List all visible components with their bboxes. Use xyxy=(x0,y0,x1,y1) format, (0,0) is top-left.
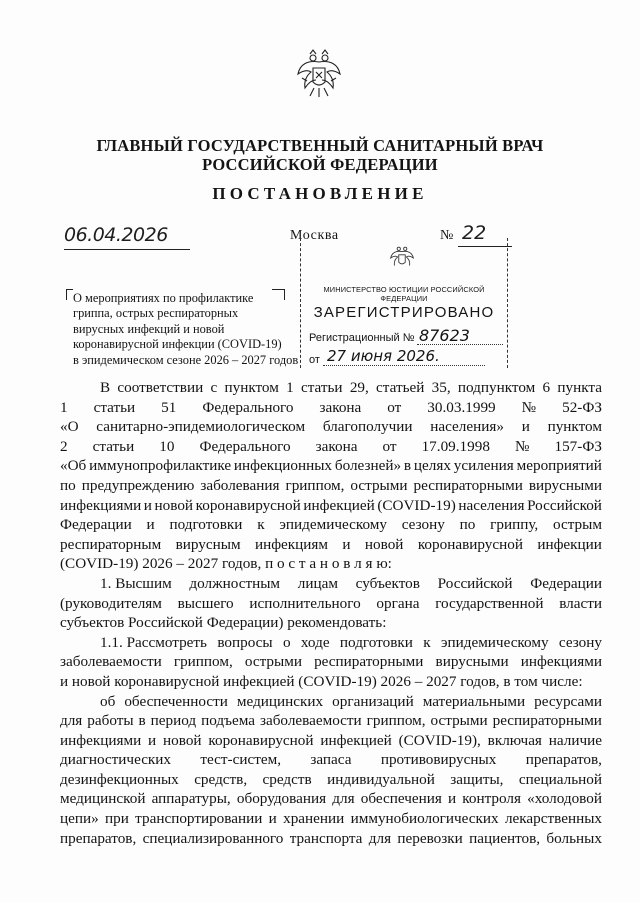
body-word: 1 xyxy=(60,398,68,416)
body-word: респираторными xyxy=(314,653,424,671)
body-word: Российской xyxy=(527,496,602,514)
body-word: инфекциями xyxy=(60,731,142,749)
document-body xyxy=(60,378,602,848)
body-word: цепи» xyxy=(60,810,99,828)
body-word: и xyxy=(268,810,277,828)
body-word: (руководителям xyxy=(60,594,162,612)
body-word: высшего xyxy=(177,594,234,612)
body-word: (COVID-19) 2026 – 2027 годов, п о с т а н о в л я ю: xyxy=(60,555,392,573)
body-word: 6 xyxy=(542,379,551,396)
body-word: острыми xyxy=(430,712,488,730)
body-word: Федерального xyxy=(199,437,291,455)
body-word: Федерального xyxy=(202,398,294,416)
body-word: иммунопрофилактике xyxy=(89,457,232,475)
body-word: защиты, xyxy=(450,770,504,788)
body-word: для xyxy=(60,712,83,730)
body-line xyxy=(60,711,602,731)
body-word: по xyxy=(459,516,476,534)
body-word: статьи xyxy=(93,398,136,416)
body-word: материальными xyxy=(422,692,526,710)
body-word: пунктом xyxy=(547,418,602,436)
body-word: и xyxy=(146,516,155,534)
body-word: закона xyxy=(315,437,358,455)
body-word: субъектов Российской Федерации) рекомендовать: xyxy=(60,614,387,632)
body-word: иммунобиологических xyxy=(350,810,499,828)
body-word: органа xyxy=(376,594,420,612)
body-word: и xyxy=(148,731,157,749)
body-word: новой xyxy=(163,731,202,749)
body-word: пунктом xyxy=(224,379,279,396)
body-word: новой xyxy=(364,535,404,553)
body-word: населения xyxy=(458,496,525,514)
body-word: инфекциям xyxy=(254,535,329,553)
body-word: заболеваемости xyxy=(60,653,162,671)
body-word: «холодовой xyxy=(527,790,602,808)
body-word: сезону xyxy=(558,633,602,651)
body-word: инфекционных xyxy=(233,457,333,475)
subject-line: в эпидемическом сезоне 2026 – 2027 годов xyxy=(73,352,299,367)
body-word: обеспечения xyxy=(360,790,442,808)
body-word: инфекциями xyxy=(520,653,602,671)
body-word: запаса xyxy=(310,751,352,769)
body-word: респираторными xyxy=(492,712,602,730)
body-word: респираторными xyxy=(413,476,523,494)
body-word: по xyxy=(60,476,76,494)
body-word: вопросы xyxy=(217,633,273,651)
body-line xyxy=(60,456,602,476)
body-word: 17.09.1998 xyxy=(421,437,490,455)
body-word: болезней» xyxy=(334,457,402,475)
body-word: оборудования xyxy=(236,790,327,808)
body-word: в xyxy=(403,457,412,475)
body-word: гриппом, xyxy=(173,653,233,671)
state-emblem-icon xyxy=(296,48,342,100)
body-line xyxy=(60,829,602,849)
body-line xyxy=(60,692,602,712)
body-word: специальной xyxy=(518,770,602,788)
stamp-date-underline xyxy=(323,365,485,366)
body-word: респираторным xyxy=(60,535,162,553)
body-word: исполнительного xyxy=(249,594,361,612)
body-word: В xyxy=(100,379,111,396)
stamp-from-label: от xyxy=(309,354,320,366)
body-word: новой xyxy=(154,496,194,514)
body-word: от xyxy=(387,398,402,416)
document-subject xyxy=(73,291,313,368)
body-word: наличие xyxy=(548,731,602,749)
body-word: и xyxy=(521,418,530,436)
body-word: Российской xyxy=(437,574,513,592)
body-word: о xyxy=(282,633,291,651)
body-line xyxy=(60,750,602,770)
body-line xyxy=(60,496,602,516)
body-line xyxy=(60,535,602,555)
body-word: ходе xyxy=(300,633,330,651)
body-word: вирусными xyxy=(435,653,509,671)
body-line xyxy=(60,398,602,418)
body-word: усиления xyxy=(453,457,514,475)
body-word: в xyxy=(138,712,146,730)
body-word: 1 xyxy=(286,379,294,396)
body-word: статьей xyxy=(376,379,425,396)
body-word: гриппом, xyxy=(366,712,426,730)
body-word: инфекцией xyxy=(303,496,375,514)
stamp-reg-number: 87623 xyxy=(419,326,470,345)
body-word: острым xyxy=(553,516,602,534)
body-word: Федерации xyxy=(60,516,132,534)
body-word: государственной xyxy=(435,594,544,612)
body-word: 51 xyxy=(161,398,177,416)
body-line xyxy=(60,770,602,790)
body-word: мероприятий xyxy=(516,457,602,475)
document-number: 22 xyxy=(462,222,487,244)
stamp-emblem-icon xyxy=(389,244,415,272)
body-word: об xyxy=(100,692,116,710)
body-word: специализированного xyxy=(142,829,284,847)
body-word: подпунктом xyxy=(457,379,536,396)
body-word: лицам xyxy=(297,574,338,592)
body-word: благополучии xyxy=(322,418,413,436)
body-word: субъектов xyxy=(355,574,420,592)
subject-line: вирусных инфекций и новой xyxy=(73,321,225,336)
stamp-reg-label: Регистрационный № xyxy=(309,332,415,344)
body-word: коронавирусной xyxy=(195,496,301,514)
body-word: средств xyxy=(262,770,312,788)
body-word: для xyxy=(332,790,355,808)
body-word: санитарно-эпидемиологическом xyxy=(96,418,306,436)
body-word: (COVID-19), xyxy=(398,731,481,749)
body-word: контроля xyxy=(462,790,521,808)
body-word: при xyxy=(105,810,129,828)
body-word: пункта xyxy=(557,379,602,396)
body-word: «О xyxy=(60,418,79,436)
body-word: 52-ФЗ xyxy=(562,398,602,416)
body-word: вирусными xyxy=(528,476,602,494)
body-word: ресурсами xyxy=(534,692,602,710)
body-word: власти xyxy=(559,594,602,612)
body-word: 2 xyxy=(60,437,68,455)
body-line xyxy=(60,437,602,457)
issuer-title: ГЛАВНЫЙ ГОСУДАРСТВЕННЫЙ САНИТАРНЫЙ ВРАЧ xyxy=(96,136,544,155)
subject-line: гриппа, острых респираторных xyxy=(73,306,239,321)
body-line xyxy=(60,633,602,653)
body-word: больных xyxy=(546,829,602,847)
body-word: статьи xyxy=(300,379,343,396)
number-sign: № xyxy=(440,228,454,243)
body-line xyxy=(60,613,602,633)
body-word: лекарственных xyxy=(504,810,602,828)
body-word: № xyxy=(514,437,530,455)
stamp-reg-underline xyxy=(417,344,503,345)
body-line xyxy=(60,378,602,398)
body-word: к xyxy=(423,633,431,651)
body-line xyxy=(60,574,602,594)
body-word: от xyxy=(382,437,397,455)
body-line xyxy=(60,594,602,614)
document-city: Москва xyxy=(290,228,339,243)
body-word: соответствии xyxy=(117,379,204,396)
body-word: перевозки xyxy=(397,829,463,847)
document-date: 06.04.2026 xyxy=(64,224,168,246)
body-line xyxy=(60,476,602,496)
issuer-subtitle: РОССИЙСКОЙ ФЕДЕРАЦИИ xyxy=(202,155,438,174)
body-word: заболевания xyxy=(200,476,280,494)
body-line xyxy=(60,809,602,829)
subject-line: О мероприятиях по профилактике xyxy=(73,291,254,305)
body-word: Федерации xyxy=(530,574,602,592)
body-word: коронавирусной xyxy=(417,535,523,553)
body-word: и xyxy=(342,535,351,553)
body-word: 10 xyxy=(159,437,175,455)
body-word: гриппом, xyxy=(285,476,345,494)
body-word: острыми xyxy=(244,653,302,671)
body-word: населения» xyxy=(430,418,504,436)
body-word: сезону xyxy=(401,516,445,534)
body-word: средств, xyxy=(194,770,248,788)
body-word: 35, xyxy=(431,379,451,396)
body-line xyxy=(60,672,602,692)
body-word: подъема xyxy=(201,712,255,730)
body-word: тест-систем, xyxy=(200,751,281,769)
body-word: дезинфекционных xyxy=(60,770,179,788)
body-word: закона xyxy=(319,398,362,416)
date-underline xyxy=(64,249,190,250)
body-word: и новой коронавирусной инфекцией (COVID-19) 2026 – 2027 годов, в том числе: xyxy=(60,672,583,690)
body-word: организаций xyxy=(332,692,414,710)
body-word: инфекции xyxy=(537,535,602,553)
body-line xyxy=(60,789,602,809)
body-word: обеспеченности xyxy=(124,692,228,710)
body-word: должностным xyxy=(189,574,281,592)
body-line xyxy=(60,515,602,535)
body-word: включая xyxy=(487,731,542,749)
body-word: препаратов, xyxy=(525,751,602,769)
body-word: предупреждению xyxy=(81,476,195,494)
document-type: ПОСТАНОВЛЕНИЕ xyxy=(212,184,428,203)
body-word: транспорта xyxy=(289,829,363,847)
body-word: хранении xyxy=(283,810,345,828)
body-word: диагностических xyxy=(60,751,172,769)
body-word: противовирусных xyxy=(380,751,497,769)
body-word: коронавирусной xyxy=(208,731,314,749)
stamp-title: ЗАРЕГИСТРИРОВАНО xyxy=(313,304,495,321)
body-word: 29, xyxy=(349,379,369,396)
body-word: 1.1. Рассмотреть xyxy=(100,633,207,651)
body-word: для xyxy=(368,829,392,847)
body-word: транспортировании xyxy=(135,810,263,828)
body-word: и xyxy=(447,790,457,808)
body-word: аппаратуры, xyxy=(151,790,231,808)
body-word: инфекциями xyxy=(60,496,142,514)
body-word: 1. Высшим xyxy=(100,574,172,592)
body-word: № xyxy=(521,398,537,416)
body-word: (COVID-19) xyxy=(377,496,456,514)
body-word: к xyxy=(257,516,265,534)
body-word: с xyxy=(210,379,218,396)
body-word: гриппу, xyxy=(490,516,539,534)
body-word: «Об xyxy=(60,457,87,475)
body-word: медицинской xyxy=(60,790,146,808)
body-word: препаратов, xyxy=(60,829,137,847)
subject-line: коронавирусной инфекции (COVID-19) xyxy=(73,337,282,352)
body-word: подготовки xyxy=(339,633,413,651)
body-word: острыми xyxy=(350,476,408,494)
body-word: статьи xyxy=(92,437,135,455)
body-word: период xyxy=(150,712,197,730)
body-word: заболеваемости xyxy=(259,712,362,730)
subject-bracket-left xyxy=(66,289,73,300)
body-line xyxy=(60,417,602,437)
body-word: медицинских xyxy=(236,692,324,710)
body-line xyxy=(60,652,602,672)
body-word: пациентов, xyxy=(469,829,541,847)
body-word: целях xyxy=(413,457,451,475)
body-word: подготовки xyxy=(169,516,243,534)
body-word: вирусным xyxy=(175,535,241,553)
stamp-ministry: МИНИСТЕРСТВО ЮСТИЦИИ РОССИЙСКОЙ ФЕДЕРАЦИИ xyxy=(323,285,485,303)
body-word: эпидемическому xyxy=(440,633,549,651)
body-line xyxy=(60,731,602,751)
body-word: 157-ФЗ xyxy=(554,437,602,455)
body-line xyxy=(60,554,602,574)
registration-stamp xyxy=(300,238,508,368)
body-word: инфекцией xyxy=(320,731,392,749)
body-word: и xyxy=(143,496,152,514)
stamp-reg-date: 27 июня 2026. xyxy=(327,347,440,365)
body-word: индивидуальной xyxy=(327,770,435,788)
body-word: 30.03.1999 xyxy=(427,398,496,416)
body-word: работы xyxy=(87,712,134,730)
body-word: эпидемическому xyxy=(279,516,387,534)
